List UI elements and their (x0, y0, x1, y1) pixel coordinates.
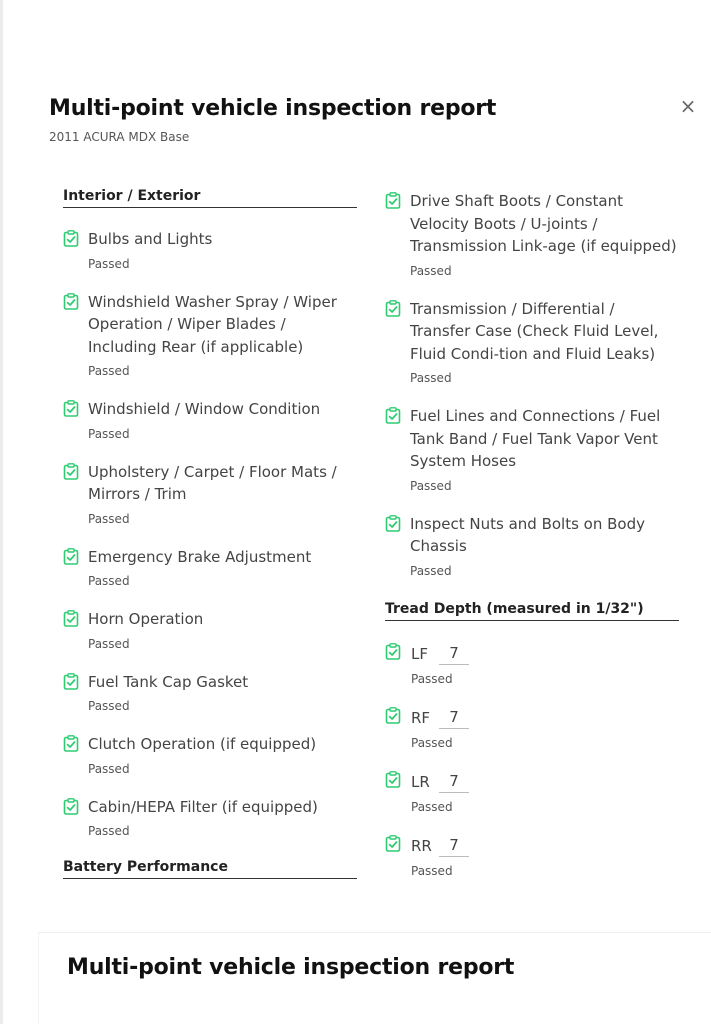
section-heading-tread-depth: Tread Depth (measured in 1/32") (385, 601, 679, 621)
checklist-item-label: Clutch Operation (if equipped) (88, 735, 317, 753)
checklist-item-label: Bulbs and Lights (88, 230, 213, 248)
right-column (385, 190, 679, 897)
checklist-item-label: Transmission / Differential / Transfer Case (Check Fluid Level, Fluid Condi-tion and Fluid Leaks) (410, 299, 659, 363)
checklist-item-status: Passed (410, 263, 452, 278)
clipboard-check-icon (385, 707, 401, 724)
checklist-item-status: Passed (410, 371, 452, 385)
close-icon[interactable]: × (679, 94, 697, 118)
section-heading-battery-performance: Battery Performance (63, 859, 357, 879)
report-title: Multi-point vehicle inspection report (49, 96, 497, 121)
checklist-item-status: Passed (88, 511, 130, 526)
checklist-item-status: Passed (88, 256, 130, 271)
checklist-item-status: Passed (410, 563, 452, 578)
checklist-item-status: Passed (410, 478, 452, 493)
tread-status: Passed (411, 735, 453, 750)
checklist-item-label: Emergency Brake Adjustment (88, 547, 312, 566)
section-heading-interior-exterior: Interior / Exterior (63, 188, 357, 208)
checklist-item-status: Passed (88, 574, 130, 588)
checklist-item-label: Cabin/HEPA Filter (if equipped) (88, 797, 318, 816)
tread-depth-value: 7 (439, 642, 469, 665)
tread-depth-value: 7 (439, 834, 469, 857)
clipboard-check-icon (385, 192, 401, 209)
checklist-item-status: Passed (88, 761, 130, 776)
tread-position-label: RR (411, 836, 432, 855)
tread-depth-value: 7 (439, 706, 469, 729)
clipboard-check-icon (385, 643, 401, 660)
left-column (63, 188, 357, 879)
tread-item-lr (385, 769, 679, 815)
tread-item-rr (385, 833, 679, 879)
checklist-item (63, 228, 357, 272)
checklist-item-label: Fuel Tank Cap Gasket (88, 672, 249, 691)
checklist-item-status: Passed (88, 636, 130, 651)
tread-row (411, 769, 679, 793)
next-report-title: Multi-point vehicle inspection report (67, 955, 515, 980)
clipboard-check-icon (63, 230, 79, 247)
checklist-item (63, 398, 357, 442)
checklist-item-status: Passed (88, 699, 130, 713)
tread-status: Passed (411, 799, 453, 814)
tread-position-label: LF (411, 644, 428, 663)
checklist-item-label: Windshield Washer Spray / Wiper Operation / Wiper Blades / Including Rear (if applicable) (88, 292, 337, 356)
checklist-item-status: Passed (88, 364, 130, 378)
checklist-item-label: Upholstery / Carpet / Floor Mats / Mirrors / Trim (88, 462, 337, 503)
checklist-item (385, 513, 679, 579)
checklist-item-label: Horn Operation (88, 610, 204, 628)
tread-row (411, 641, 679, 665)
checklist-item-label: Fuel Lines and Connections / Fuel Tank Band / Fuel Tank Vapor Vent System Hoses (410, 407, 661, 470)
clipboard-check-icon (63, 798, 79, 815)
tread-item-lf (385, 641, 679, 687)
clipboard-check-icon (385, 300, 401, 317)
clipboard-check-icon (63, 463, 79, 480)
checklist-item-label: Inspect Nuts and Bolts on Body Chassis (410, 514, 645, 555)
next-report-card (38, 932, 711, 1024)
tread-row (411, 705, 679, 729)
checklist-item (63, 733, 357, 777)
clipboard-check-icon (63, 673, 79, 690)
clipboard-check-icon (385, 835, 401, 852)
checklist-item (63, 608, 357, 652)
checklist-item (63, 291, 357, 380)
tread-status: Passed (411, 671, 453, 686)
checklist-item (63, 671, 357, 715)
left-edge-divider (0, 0, 3, 1024)
checklist-item (63, 796, 357, 840)
checklist-item (385, 405, 679, 494)
clipboard-check-icon (63, 293, 79, 310)
clipboard-check-icon (385, 771, 401, 788)
clipboard-check-icon (63, 735, 79, 752)
tread-position-label: LR (411, 772, 430, 791)
checklist-item (63, 461, 357, 527)
checklist-item (63, 546, 357, 590)
vehicle-subtitle: 2011 ACURA MDX Base (49, 130, 190, 144)
tread-item-rf (385, 705, 679, 751)
clipboard-check-icon (385, 407, 401, 424)
clipboard-check-icon (63, 400, 79, 417)
tread-row (411, 833, 679, 857)
tread-position-label: RF (411, 708, 431, 727)
clipboard-check-icon (63, 610, 79, 627)
clipboard-check-icon (63, 548, 79, 565)
tread-status: Passed (411, 863, 453, 878)
tread-depth-value: 7 (439, 770, 469, 793)
checklist-item-label: Drive Shaft Boots / Constant Velocity Boots / U-joints / Transmission Link-age (if equipped) (410, 192, 677, 255)
clipboard-check-icon (385, 515, 401, 532)
checklist-item (385, 298, 679, 387)
checklist-item-status: Passed (88, 824, 130, 838)
close-button[interactable] (676, 94, 700, 118)
checklist-item-label: Windshield / Window Condition (88, 400, 321, 418)
checklist-item-status: Passed (88, 426, 130, 441)
checklist-item (385, 190, 679, 279)
